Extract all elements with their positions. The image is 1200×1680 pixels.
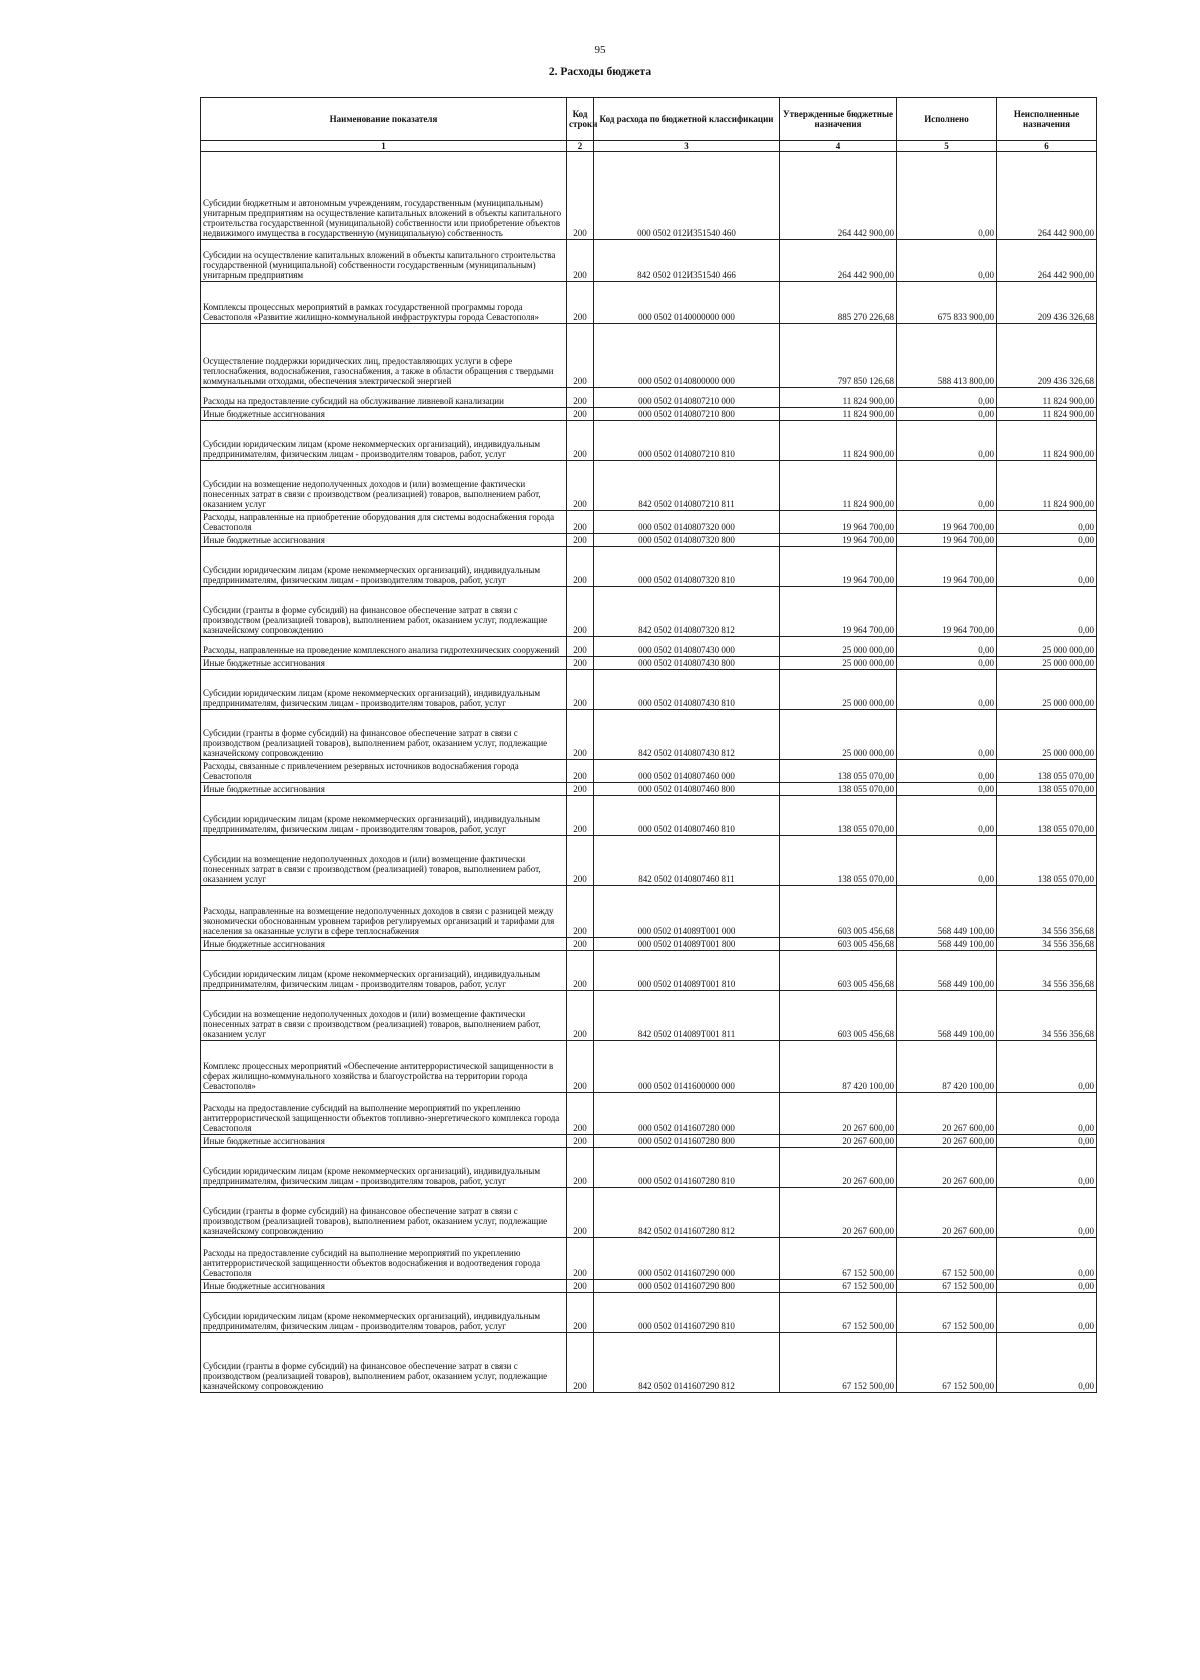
table-cell-executed: 20 267 600,00 xyxy=(897,1093,997,1135)
table-cell-executed: 20 267 600,00 xyxy=(897,1135,997,1148)
table-cell-unexecuted: 0,00 xyxy=(997,1280,1097,1293)
table-cell-name: Субсидии (гранты в форме субсидий) на финансовое обеспечение затрат в связи с производством (реализацией товаров), выполнением работ, оказанием услуг, подлежащие казначейскому сопровождению xyxy=(201,587,567,637)
table-cell-executed: 0,00 xyxy=(897,240,997,282)
table-cell-code: 000 0502 0140807320 800 xyxy=(594,534,780,547)
table-cell-executed: 0,00 xyxy=(897,836,997,886)
table-cell-line: 200 xyxy=(567,760,594,783)
table-cell-code: 000 0502 0141607290 800 xyxy=(594,1280,780,1293)
table-cell-code: 000 0502 0140807210 800 xyxy=(594,408,780,421)
table-cell-unexecuted: 0,00 xyxy=(997,1238,1097,1280)
header-unexecuted: Неисполненные назначения xyxy=(997,98,1097,141)
table-cell-line: 200 xyxy=(567,836,594,886)
table-cell-line: 200 xyxy=(567,938,594,951)
table-row xyxy=(201,1148,1097,1188)
table-cell-code: 000 0502 0140807210 000 xyxy=(594,388,780,408)
table-cell-name: Иные бюджетные ассигнования xyxy=(201,657,567,670)
table-cell-name: Расходы, связанные с привлечением резервных источников водоснабжения города Севастополя xyxy=(201,760,567,783)
table-cell-code: 000 0502 0140807320 000 xyxy=(594,511,780,534)
section-title: 2. Расходы бюджета xyxy=(548,66,652,78)
table-cell-name: Иные бюджетные ассигнования xyxy=(201,1135,567,1148)
table-row xyxy=(201,886,1097,938)
table-cell-unexecuted: 0,00 xyxy=(997,1135,1097,1148)
column-number: 4 xyxy=(780,141,897,152)
header-approved: Утвержденные бюджетные назначения xyxy=(780,98,897,141)
table-cell-name: Субсидии юридическим лицам (кроме некоммерческих организаций), индивидуальным предпринимателям, физическим лицам - производителям товаров, работ, услуг xyxy=(201,547,567,587)
table-cell-name: Расходы на предоставление субсидий на выполнение мероприятий по укреплению антитеррористической защищенности объектов водоснабжения и водоотведения города Севастополя xyxy=(201,1238,567,1280)
table-cell-line: 200 xyxy=(567,511,594,534)
table-row xyxy=(201,796,1097,836)
table-cell-line: 200 xyxy=(567,1135,594,1148)
table-cell-code: 000 0502 0141607280 810 xyxy=(594,1148,780,1188)
table-cell-line: 200 xyxy=(567,796,594,836)
table-cell-approved: 19 964 700,00 xyxy=(780,534,897,547)
header-name: Наименование показателя xyxy=(201,98,567,141)
table-cell-name: Иные бюджетные ассигнования xyxy=(201,1280,567,1293)
table-cell-code: 842 0502 0141607280 812 xyxy=(594,1188,780,1238)
table-row xyxy=(201,670,1097,710)
table-cell-name: Расходы, направленные на приобретение оборудования для системы водоснабжения города Севастополя xyxy=(201,511,567,534)
table-cell-name: Субсидии юридическим лицам (кроме некоммерческих организаций), индивидуальным предпринимателям, физическим лицам - производителям товаров, работ, услуг xyxy=(201,951,567,991)
table-cell-line: 200 xyxy=(567,1188,594,1238)
table-cell-line: 200 xyxy=(567,587,594,637)
table-cell-line: 200 xyxy=(567,534,594,547)
table-cell-executed: 19 964 700,00 xyxy=(897,587,997,637)
table-cell-code: 842 0502 014089Т001 811 xyxy=(594,991,780,1041)
table-cell-name: Субсидии (гранты в форме субсидий) на финансовое обеспечение затрат в связи с производством (реализацией товаров), выполнением работ, оказанием услуг, подлежащие казначейскому сопровождению xyxy=(201,1188,567,1238)
table-cell-name: Субсидии юридическим лицам (кроме некоммерческих организаций), индивидуальным предпринимателям, физическим лицам - производителям товаров, работ, услуг xyxy=(201,1148,567,1188)
table-cell-code: 000 0502 014089Т001 810 xyxy=(594,951,780,991)
table-cell-name: Расходы на предоставление субсидий на обслуживание ливневой канализации xyxy=(201,388,567,408)
table-cell-approved: 25 000 000,00 xyxy=(780,710,897,760)
table-cell-executed: 0,00 xyxy=(897,388,997,408)
table-row xyxy=(201,547,1097,587)
table-row xyxy=(201,637,1097,657)
table-cell-name: Субсидии юридическим лицам (кроме некоммерческих организаций), индивидуальным предпринимателям, физическим лицам - производителям товаров, работ, услуг xyxy=(201,796,567,836)
table-cell-approved: 603 005 456,68 xyxy=(780,938,897,951)
table-cell-line: 200 xyxy=(567,408,594,421)
table-cell-code: 000 0502 014089Т001 800 xyxy=(594,938,780,951)
table-cell-unexecuted: 138 055 070,00 xyxy=(997,783,1097,796)
table-cell-code: 000 0502 0140807210 810 xyxy=(594,421,780,461)
table-cell-line: 200 xyxy=(567,670,594,710)
table-cell-code: 000 0502 0140807430 810 xyxy=(594,670,780,710)
table-row xyxy=(201,710,1097,760)
table-cell-executed: 568 449 100,00 xyxy=(897,951,997,991)
table-cell-executed: 0,00 xyxy=(897,421,997,461)
table-cell-code: 000 0502 0140800000 000 xyxy=(594,324,780,388)
table-cell-line: 200 xyxy=(567,1041,594,1093)
table-cell-code: 000 0502 012И351540 460 xyxy=(594,152,780,240)
table-cell-executed: 0,00 xyxy=(897,408,997,421)
table-cell-unexecuted: 25 000 000,00 xyxy=(997,657,1097,670)
table-cell-executed: 0,00 xyxy=(897,670,997,710)
table-cell-line: 200 xyxy=(567,991,594,1041)
table-row xyxy=(201,461,1097,511)
table-cell-name: Осуществление поддержки юридических лиц, предоставляющих услуги в сфере теплоснабжения, водоснабжения, газоснабжения, а также в области обращения с твердыми коммунальными отходами, обеспечения электрической энергией xyxy=(201,324,567,388)
table-cell-line: 200 xyxy=(567,710,594,760)
table-cell-unexecuted: 0,00 xyxy=(997,1093,1097,1135)
table-cell-executed: 675 833 900,00 xyxy=(897,282,997,324)
table-cell-executed: 67 152 500,00 xyxy=(897,1333,997,1393)
table-row xyxy=(201,1280,1097,1293)
table-cell-line: 200 xyxy=(567,461,594,511)
table-cell-name: Субсидии на осуществление капитальных вложений в объекты капитального строительства государственной (муниципальной) собственности государственным (муниципальным) унитарным предприятиям xyxy=(201,240,567,282)
table-row xyxy=(201,240,1097,282)
table-row xyxy=(201,1188,1097,1238)
header-classification-code: Код расхода по бюджетной классификации xyxy=(594,98,780,141)
table-cell-executed: 20 267 600,00 xyxy=(897,1148,997,1188)
table-cell-approved: 20 267 600,00 xyxy=(780,1093,897,1135)
table-cell-name: Субсидии бюджетным и автономным учреждениям, государственным (муниципальным) унитарным предприятиям на осуществление капитальных вложений в объекты капитального строительства государственной (муниципальной) собственности или приобретение объектов недвижимого имущества в государственную (муниципальную) собственность xyxy=(201,152,567,240)
table-cell-approved: 11 824 900,00 xyxy=(780,388,897,408)
table-cell-executed: 588 413 800,00 xyxy=(897,324,997,388)
table-cell-approved: 603 005 456,68 xyxy=(780,886,897,938)
table-cell-executed: 67 152 500,00 xyxy=(897,1238,997,1280)
table-cell-code: 000 0502 0140807460 800 xyxy=(594,783,780,796)
table-cell-name: Субсидии юридическим лицам (кроме некоммерческих организаций), индивидуальным предпринимателям, физическим лицам - производителям товаров, работ, услуг xyxy=(201,421,567,461)
table-cell-name: Субсидии на возмещение недополученных доходов и (или) возмещение фактически понесенных затрат в связи с производством (реализацией) товаров, выполнением работ, оказанием услуг xyxy=(201,836,567,886)
page-number: 95 xyxy=(594,44,606,56)
table-cell-code: 842 0502 012И351540 466 xyxy=(594,240,780,282)
table-cell-executed: 0,00 xyxy=(897,710,997,760)
table-cell-line: 200 xyxy=(567,388,594,408)
table-row xyxy=(201,587,1097,637)
table-cell-unexecuted: 11 824 900,00 xyxy=(997,388,1097,408)
table-cell-code: 000 0502 0140807320 810 xyxy=(594,547,780,587)
table-cell-name: Субсидии на возмещение недополученных доходов и (или) возмещение фактически понесенных затрат в связи с производством (реализацией) товаров, выполнением работ, оказанием услуг xyxy=(201,991,567,1041)
table-cell-unexecuted: 11 824 900,00 xyxy=(997,461,1097,511)
table-cell-name: Расходы, направленные на возмещение недополученных доходов в связи с разницей между экономически обоснованным уровнем тарифов регулируемых организаций и тарифами для населения за оказанные услуги в сфере теплоснабжения xyxy=(201,886,567,938)
table-cell-code: 842 0502 0140807210 811 xyxy=(594,461,780,511)
table-cell-approved: 87 420 100,00 xyxy=(780,1041,897,1093)
table-cell-approved: 11 824 900,00 xyxy=(780,461,897,511)
table-cell-unexecuted: 25 000 000,00 xyxy=(997,710,1097,760)
table-cell-name: Иные бюджетные ассигнования xyxy=(201,938,567,951)
table-row xyxy=(201,938,1097,951)
table-row xyxy=(201,657,1097,670)
table-row xyxy=(201,152,1097,240)
table-cell-unexecuted: 11 824 900,00 xyxy=(997,408,1097,421)
table-cell-line: 200 xyxy=(567,886,594,938)
table-cell-line: 200 xyxy=(567,547,594,587)
table-cell-approved: 138 055 070,00 xyxy=(780,796,897,836)
table-cell-approved: 138 055 070,00 xyxy=(780,760,897,783)
column-number: 6 xyxy=(997,141,1097,152)
table-cell-code: 000 0502 0140807430 000 xyxy=(594,637,780,657)
table-cell-unexecuted: 209 436 326,68 xyxy=(997,324,1097,388)
column-number: 1 xyxy=(201,141,567,152)
table-cell-code: 000 0502 0141607280 800 xyxy=(594,1135,780,1148)
table-cell-approved: 264 442 900,00 xyxy=(780,240,897,282)
table-cell-approved: 20 267 600,00 xyxy=(780,1135,897,1148)
table-cell-unexecuted: 25 000 000,00 xyxy=(997,637,1097,657)
table-cell-line: 200 xyxy=(567,951,594,991)
table-body xyxy=(201,152,1097,1393)
table-cell-approved: 25 000 000,00 xyxy=(780,670,897,710)
table-cell-executed: 568 449 100,00 xyxy=(897,886,997,938)
table-cell-executed: 20 267 600,00 xyxy=(897,1188,997,1238)
table-cell-name: Субсидии (гранты в форме субсидий) на финансовое обеспечение затрат в связи с производством (реализацией товаров), выполнением работ, оказанием услуг, подлежащие казначейскому сопровождению xyxy=(201,1333,567,1393)
table-cell-name: Субсидии на возмещение недополученных доходов и (или) возмещение фактически понесенных затрат в связи с производством (реализацией) товаров, выполнением работ, оказанием услуг xyxy=(201,461,567,511)
table-cell-line: 200 xyxy=(567,1333,594,1393)
table-row xyxy=(201,760,1097,783)
table-cell-unexecuted: 34 556 356,68 xyxy=(997,938,1097,951)
table-row xyxy=(201,1041,1097,1093)
table-cell-code: 842 0502 0141607290 812 xyxy=(594,1333,780,1393)
table-cell-unexecuted: 0,00 xyxy=(997,1333,1097,1393)
table-cell-code: 000 0502 0141607290 000 xyxy=(594,1238,780,1280)
table-cell-code: 000 0502 0141607290 810 xyxy=(594,1293,780,1333)
table-cell-unexecuted: 34 556 356,68 xyxy=(997,886,1097,938)
table-row xyxy=(201,1293,1097,1333)
table-cell-line: 200 xyxy=(567,421,594,461)
table-cell-line: 200 xyxy=(567,152,594,240)
table-cell-unexecuted: 0,00 xyxy=(997,511,1097,534)
table-cell-executed: 67 152 500,00 xyxy=(897,1280,997,1293)
table-cell-approved: 11 824 900,00 xyxy=(780,408,897,421)
table-cell-executed: 568 449 100,00 xyxy=(897,991,997,1041)
table-cell-name: Расходы на предоставление субсидий на выполнение мероприятий по укреплению антитеррористической защищенности объектов топливно-энергетического комплекса города Севастополя xyxy=(201,1093,567,1135)
table-row xyxy=(201,282,1097,324)
table-cell-name: Расходы, направленные на проведение комплексного анализа гидротехнических сооружений xyxy=(201,637,567,657)
table-row xyxy=(201,388,1097,408)
table-cell-approved: 797 850 126,68 xyxy=(780,324,897,388)
table-cell-unexecuted: 34 556 356,68 xyxy=(997,991,1097,1041)
column-number: 5 xyxy=(897,141,997,152)
table-row xyxy=(201,1135,1097,1148)
table-cell-unexecuted: 209 436 326,68 xyxy=(997,282,1097,324)
table-cell-approved: 885 270 226,68 xyxy=(780,282,897,324)
table-row xyxy=(201,408,1097,421)
table-cell-approved: 264 442 900,00 xyxy=(780,152,897,240)
table-cell-line: 200 xyxy=(567,282,594,324)
table-cell-code: 842 0502 0140807320 812 xyxy=(594,587,780,637)
table-cell-unexecuted: 138 055 070,00 xyxy=(997,796,1097,836)
table-cell-unexecuted: 264 442 900,00 xyxy=(997,240,1097,282)
table-cell-code: 000 0502 0140000000 000 xyxy=(594,282,780,324)
table-cell-approved: 20 267 600,00 xyxy=(780,1188,897,1238)
table-cell-executed: 19 964 700,00 xyxy=(897,534,997,547)
table-cell-executed: 0,00 xyxy=(897,152,997,240)
table-cell-unexecuted: 0,00 xyxy=(997,547,1097,587)
table-cell-approved: 25 000 000,00 xyxy=(780,637,897,657)
table-cell-approved: 138 055 070,00 xyxy=(780,836,897,886)
table-cell-line: 200 xyxy=(567,1238,594,1280)
table-row xyxy=(201,1238,1097,1280)
table-cell-unexecuted: 138 055 070,00 xyxy=(997,760,1097,783)
table-row xyxy=(201,324,1097,388)
table-cell-executed: 568 449 100,00 xyxy=(897,938,997,951)
table-cell-name: Иные бюджетные ассигнования xyxy=(201,408,567,421)
table-cell-approved: 67 152 500,00 xyxy=(780,1238,897,1280)
table-cell-code: 842 0502 0140807430 812 xyxy=(594,710,780,760)
table-cell-name: Субсидии юридическим лицам (кроме некоммерческих организаций), индивидуальным предпринимателям, физическим лицам - производителям товаров, работ, услуг xyxy=(201,670,567,710)
table-cell-code: 000 0502 0140807430 800 xyxy=(594,657,780,670)
table-cell-unexecuted: 11 824 900,00 xyxy=(997,421,1097,461)
table-cell-line: 200 xyxy=(567,240,594,282)
table-row xyxy=(201,783,1097,796)
table-cell-approved: 67 152 500,00 xyxy=(780,1280,897,1293)
table-cell-approved: 138 055 070,00 xyxy=(780,783,897,796)
table-cell-approved: 19 964 700,00 xyxy=(780,511,897,534)
table-cell-line: 200 xyxy=(567,1280,594,1293)
table-row xyxy=(201,951,1097,991)
table-cell-name: Субсидии юридическим лицам (кроме некоммерческих организаций), индивидуальным предпринимателям, физическим лицам - производителям товаров, работ, услуг xyxy=(201,1293,567,1333)
table-cell-approved: 19 964 700,00 xyxy=(780,587,897,637)
table-cell-unexecuted: 0,00 xyxy=(997,1148,1097,1188)
table-cell-approved: 67 152 500,00 xyxy=(780,1293,897,1333)
table-cell-unexecuted: 0,00 xyxy=(997,587,1097,637)
table-cell-name: Комплексы процессных мероприятий в рамках государственной программы города Севастополя «Развитие жилищно-коммунальной инфраструктуры города Севастополя» xyxy=(201,282,567,324)
table-cell-approved: 603 005 456,68 xyxy=(780,951,897,991)
table-row xyxy=(201,1093,1097,1135)
column-number: 2 xyxy=(567,141,594,152)
table-cell-approved: 25 000 000,00 xyxy=(780,657,897,670)
table-cell-name: Субсидии (гранты в форме субсидий) на финансовое обеспечение затрат в связи с производством (реализацией товаров), выполнением работ, оказанием услуг, подлежащие казначейскому сопровождению xyxy=(201,710,567,760)
table-cell-unexecuted: 0,00 xyxy=(997,1293,1097,1333)
table-row xyxy=(201,511,1097,534)
table-cell-line: 200 xyxy=(567,783,594,796)
table-row xyxy=(201,836,1097,886)
header-line-code: Код строки xyxy=(567,98,594,141)
table-cell-approved: 19 964 700,00 xyxy=(780,547,897,587)
column-number: 3 xyxy=(594,141,780,152)
table-cell-executed: 0,00 xyxy=(897,461,997,511)
table-cell-executed: 19 964 700,00 xyxy=(897,547,997,587)
table-cell-code: 000 0502 0141607280 000 xyxy=(594,1093,780,1135)
table-cell-executed: 0,00 xyxy=(897,637,997,657)
table-cell-executed: 0,00 xyxy=(897,796,997,836)
table-cell-executed: 19 964 700,00 xyxy=(897,511,997,534)
table-cell-line: 200 xyxy=(567,657,594,670)
table-cell-name: Иные бюджетные ассигнования xyxy=(201,534,567,547)
table-cell-name: Иные бюджетные ассигнования xyxy=(201,783,567,796)
header-row xyxy=(201,98,1097,141)
table-cell-executed: 87 420 100,00 xyxy=(897,1041,997,1093)
table-row xyxy=(201,421,1097,461)
table-row xyxy=(201,534,1097,547)
table-cell-unexecuted: 138 055 070,00 xyxy=(997,836,1097,886)
table-cell-unexecuted: 264 442 900,00 xyxy=(997,152,1097,240)
table-row xyxy=(201,1333,1097,1393)
table-cell-line: 200 xyxy=(567,324,594,388)
table-cell-approved: 603 005 456,68 xyxy=(780,991,897,1041)
table-cell-executed: 0,00 xyxy=(897,760,997,783)
table-cell-unexecuted: 0,00 xyxy=(997,1041,1097,1093)
table-cell-line: 200 xyxy=(567,1148,594,1188)
table-cell-approved: 20 267 600,00 xyxy=(780,1148,897,1188)
table-cell-code: 000 0502 0141600000 000 xyxy=(594,1041,780,1093)
table-cell-unexecuted: 0,00 xyxy=(997,1188,1097,1238)
table-cell-approved: 11 824 900,00 xyxy=(780,421,897,461)
table-cell-executed: 0,00 xyxy=(897,783,997,796)
table-cell-line: 200 xyxy=(567,1093,594,1135)
table-cell-executed: 67 152 500,00 xyxy=(897,1293,997,1333)
table-cell-unexecuted: 0,00 xyxy=(997,534,1097,547)
table-cell-code: 000 0502 0140807460 810 xyxy=(594,796,780,836)
table-cell-name: Комплекс процессных мероприятий «Обеспечение антитеррористической защищенности в сферах жилищно-коммунального хозяйства и благоустройства на территории города Севастополя» xyxy=(201,1041,567,1093)
table-cell-code: 842 0502 0140807460 811 xyxy=(594,836,780,886)
table-cell-unexecuted: 25 000 000,00 xyxy=(997,670,1097,710)
column-number-row xyxy=(201,141,1097,152)
table-cell-executed: 0,00 xyxy=(897,657,997,670)
table-cell-line: 200 xyxy=(567,1293,594,1333)
table-cell-line: 200 xyxy=(567,637,594,657)
table-cell-unexecuted: 34 556 356,68 xyxy=(997,951,1097,991)
table-cell-code: 000 0502 0140807460 000 xyxy=(594,760,780,783)
table-row xyxy=(201,991,1097,1041)
table-cell-approved: 67 152 500,00 xyxy=(780,1333,897,1393)
budget-expenses-table xyxy=(200,97,1097,1393)
table-cell-code: 000 0502 014089Т001 000 xyxy=(594,886,780,938)
header-executed: Исполнено xyxy=(897,98,997,141)
